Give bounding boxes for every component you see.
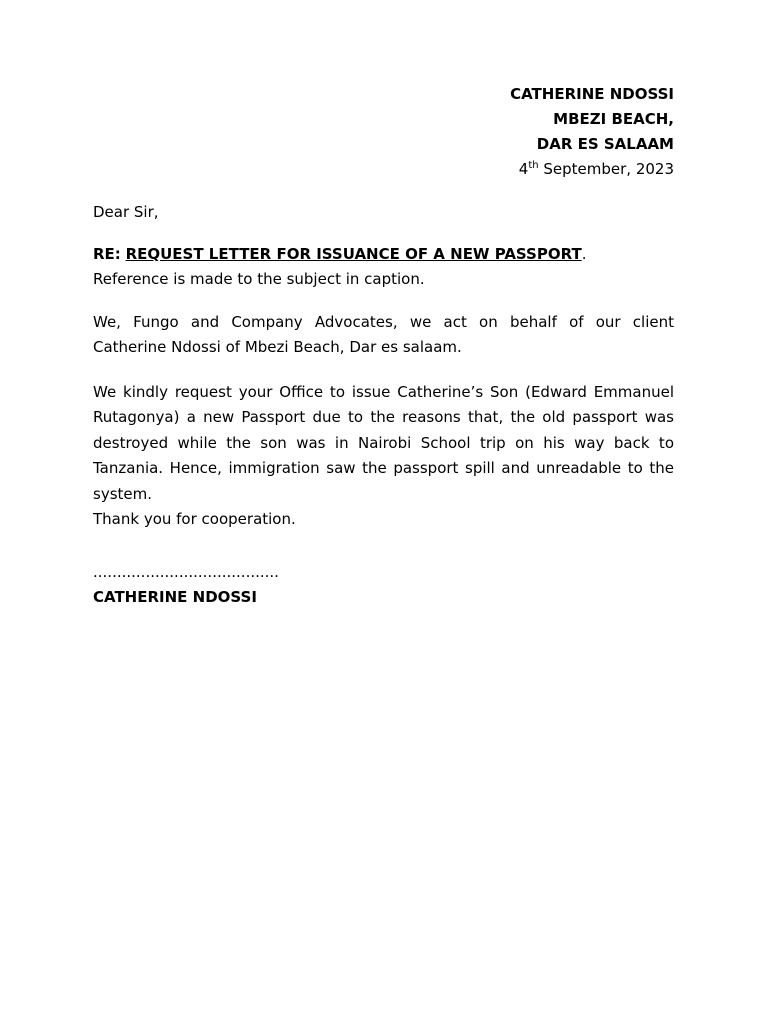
paragraph-representation-line1: We, Fungo and Company Advocates, we act on behalf of our client — [93, 312, 674, 331]
sender-name: CATHERINE NDOSSI — [510, 85, 674, 103]
letter-page — [93, 82, 674, 610]
subject-line — [93, 242, 674, 267]
paragraph-request: We kindly request your Office to issue Catherine’s Son (Edward Emmanuel Rutagonya) a new Passport due to the reasons that, the old passport was destroyed while the son was in Nairobi School trip on his way back to Tanzania. Hence, immigration saw the passport spill and unreadable to the system. — [93, 382, 674, 503]
date-suffix: th — [528, 160, 539, 171]
paragraph-representation — [93, 310, 674, 361]
paragraph-representation-line2: Catherine Ndossi of Mbezi Beach, Dar es salaam. — [93, 338, 462, 356]
subject-trail: . — [581, 245, 587, 263]
signatory-name: CATHERINE NDOSSI — [93, 587, 257, 606]
paragraph-reference: Reference is made to the subject in caption. — [93, 270, 425, 288]
date-rest: September, 2023 — [538, 160, 674, 178]
salutation: Dear Sir, — [93, 203, 159, 221]
sender-address-line1: MBEZI BEACH, — [553, 110, 674, 128]
date-day: 4 — [518, 160, 529, 178]
subject-label: RE: — [93, 245, 121, 263]
paragraph-thanks: Thank you for cooperation. — [93, 510, 296, 528]
letter-date — [93, 157, 674, 182]
signature-line: ....................................... — [93, 562, 279, 581]
sender-address-block — [93, 82, 674, 182]
subject-text: REQUEST LETTER FOR ISSUANCE OF A NEW PASSPORT — [125, 245, 582, 263]
sender-address-line2: DAR ES SALAAM — [536, 135, 674, 153]
